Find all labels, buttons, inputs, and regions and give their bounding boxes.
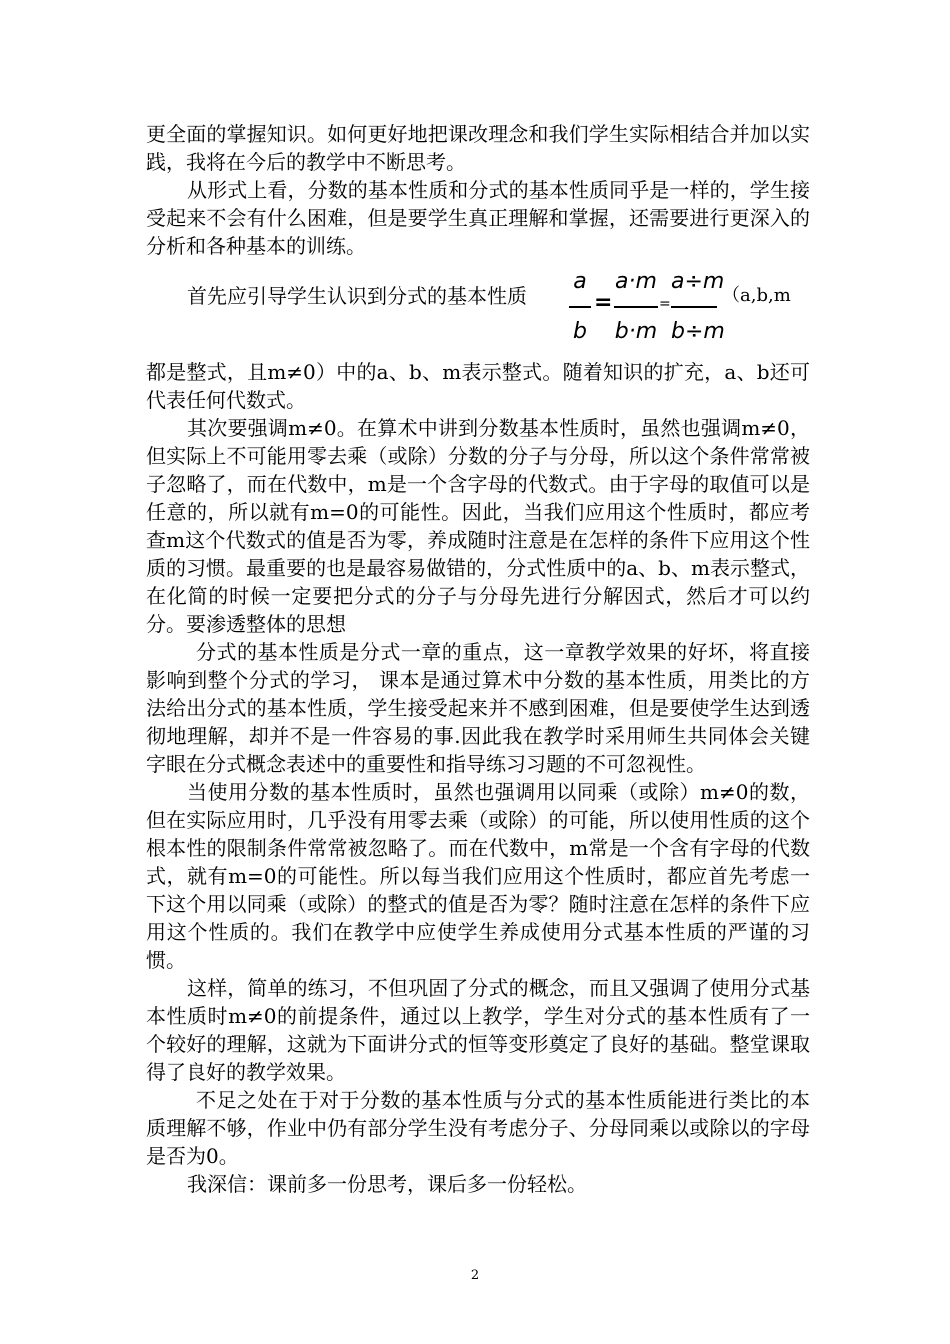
equals-sign: = xyxy=(659,296,671,312)
paragraph-conclusion: 我深信：课前多一份思考，课后多一份轻松。 xyxy=(187,1172,587,1196)
fraction-bar xyxy=(614,306,658,308)
formula-lead-text: 首先应引导学生认识到分式的基本性质 xyxy=(187,284,527,308)
fraction-denominator: b xyxy=(573,319,587,344)
fraction-bar xyxy=(671,306,717,308)
paragraph-emphasize-m: 其次要强调m≠0。在算术中讲到分数基本性质时，虽然也强调m≠0，但实际上不可能用零去乘（或除）分数的分子与分母，所以这个条件常常被子忽略了，而在代数中，m是一个含字母的代数式。由于字母的取值可以是任意的，所以就有m=0的可能性。因此，当我们应用这个性质时，都应考查m这个代数式的值是否为零，养成随时注意是在怎样的条件下应用这个性质的习惯。最重要的也是最容易做错的，分式性质中的a、b、m表示整式，在化简的时候一定要把分式的分子与分母先进行分解因式，然后才可以约分。要渗透整体的思想 xyxy=(146,416,810,636)
equals-sign: = xyxy=(594,290,613,315)
paragraph-practice-effect: 这样，简单的练习，不但巩固了分式的概念，而且又强调了使用分式基本性质时m≠0的前提条件，通过以上教学，学生对分式的基本性质有了一个较好的理解，这就为下面讲分式的恒等变形奠定了良好的基础。整堂课取得了良好的教学效果。 xyxy=(146,976,810,1084)
fraction-bar xyxy=(569,306,591,308)
paragraph-formula-continuation: 都是整式，且m≠0）中的a、b、m表示整式。随着知识的扩充，a、b还可代表任何代数式。 xyxy=(146,360,810,412)
paragraph-form-comparison: 从形式上看，分数的基本性质和分式的基本性质同乎是一样的，学生接受起来不会有什么困难，但是要学生真正理解和掌握，还需要进行更深入的分析和各种基本的训练。 xyxy=(146,178,810,258)
formula-tail-text: （a,b,m xyxy=(722,285,791,306)
page-number: 2 xyxy=(470,1268,480,1283)
fraction-a-over-b xyxy=(569,266,591,348)
formula-line xyxy=(146,266,810,358)
fraction-numerator: a÷m xyxy=(671,269,725,294)
fraction-denominator: b·m xyxy=(614,319,658,344)
fraction-adivm-over-bdivm xyxy=(671,266,725,348)
paragraph-continuation: 更全面的掌握知识。如何更好地把课改理念和我们学生实际相结合并加以实践，我将在今后的教学中不断思考。 xyxy=(146,122,810,174)
paragraph-usage-notes: 当使用分数的基本性质时，虽然也强调用以同乘（或除）m≠0的数，但在实际应用时，几乎没有用零去乘（或除）的可能，所以使用性质的这个根本性的限制条件常常被忽略了。而在代数中，m常是一个含有字母的代数式，就有m=0的可能性。所以每当我们应用这个性质时，都应首先考虑一下这个用以同乘（或除）的整式的值是否为零？随时注意在怎样的条件下应用这个性质的。我们在教学中应使学生养成使用分式基本性质的严谨的习惯。 xyxy=(146,780,810,972)
paragraph-key-chapter: 分式的基本性质是分式一章的重点，这一章教学效果的好坏，将直接影响到整个分式的学习， 课本是通过算术中分数的基本性质，用类比的方法给出分式的基本性质，学生接受起来并不感到困难，但是要使学生达到透彻地理解，却并不是一件容易的事.因此我在教学时采用师生共同体会关键字眼在分式概念表述中的重要性和指导练习习题的不可忽视性。 xyxy=(146,640,810,776)
fraction-am-over-bm xyxy=(614,266,658,348)
paragraph-shortcomings: 不足之处在于对于分数的基本性质与分式的基本性质能进行类比的本质理解不够，作业中仍有部分学生没有考虑分子、分母同乘以或除以的字母是否为0。 xyxy=(146,1088,810,1168)
fraction-numerator: a·m xyxy=(615,269,657,294)
fraction-denominator: b÷m xyxy=(671,319,725,344)
page-content xyxy=(146,120,810,1198)
fraction-numerator: a xyxy=(573,269,587,294)
